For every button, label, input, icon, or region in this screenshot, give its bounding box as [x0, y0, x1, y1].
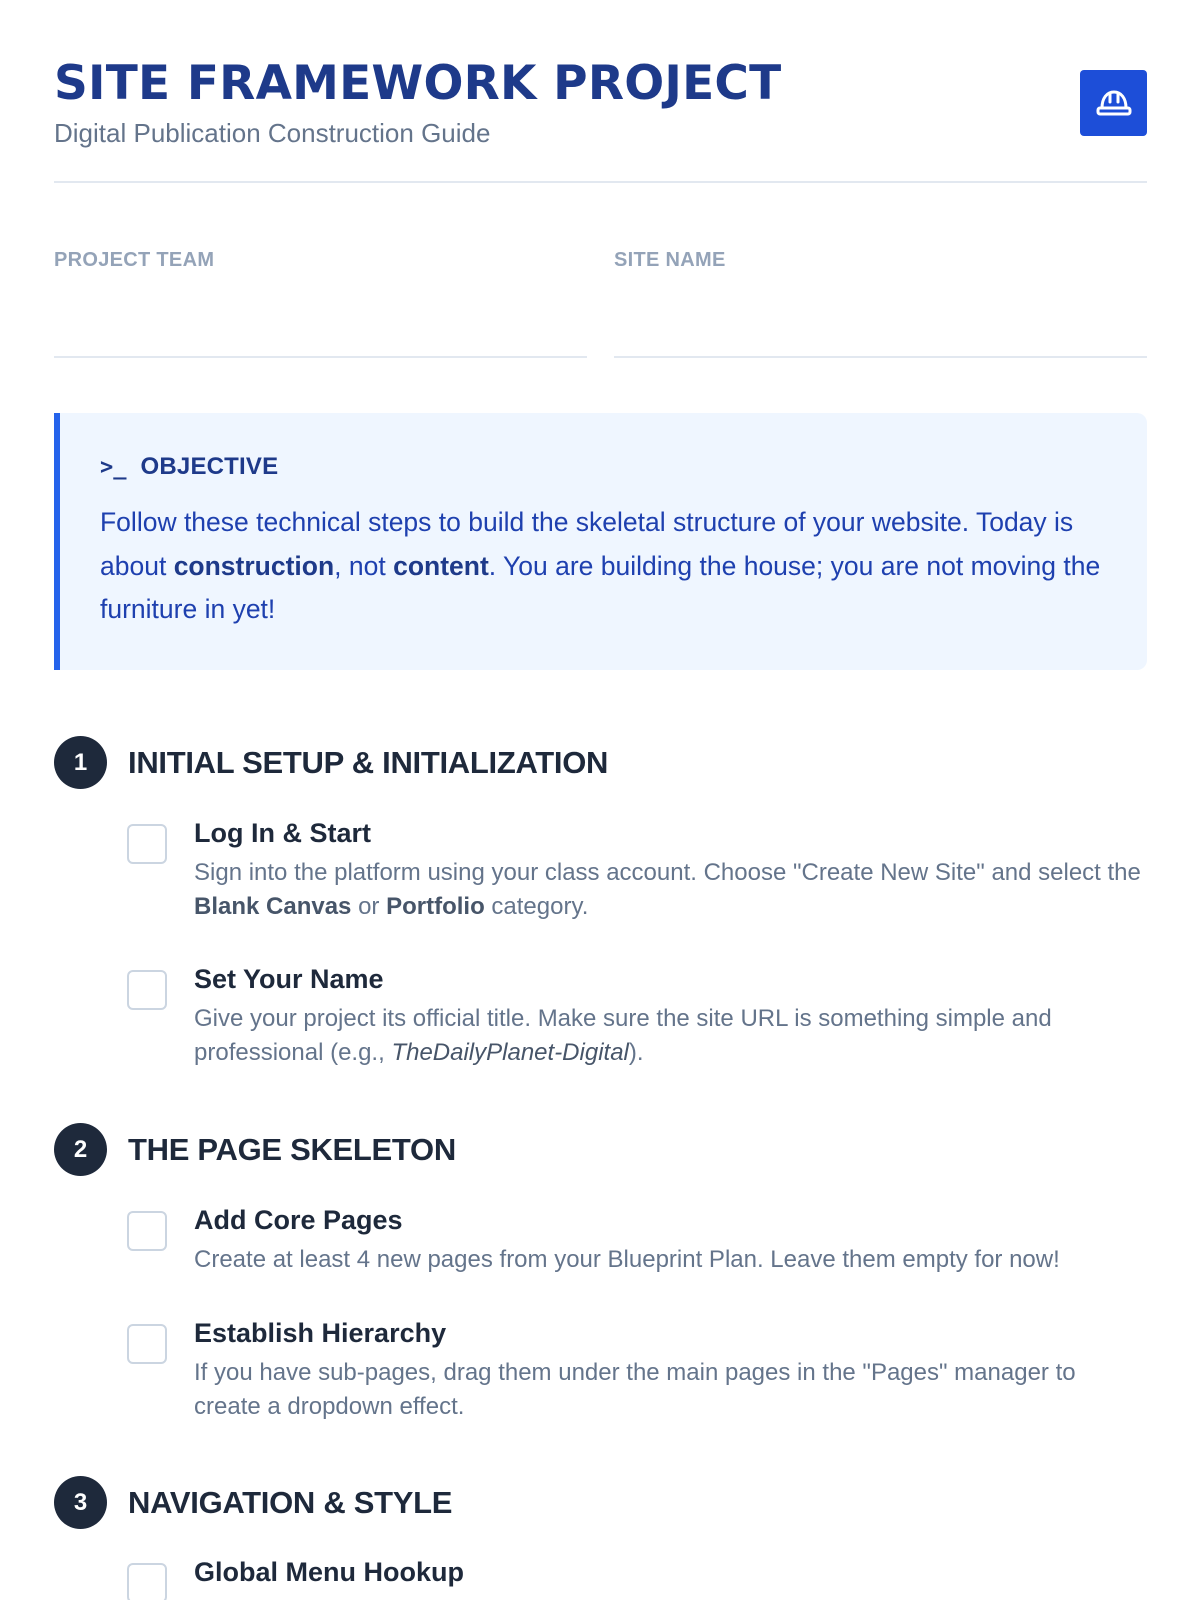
- worksheet-page: [54, 0, 1147, 1587]
- objective-heading: [100, 453, 278, 481]
- project-team-underline: [54, 356, 587, 358]
- desc-bold-blank-canvas: Blank Canvas: [194, 893, 352, 920]
- objective-today: Today is about: [100, 507, 1074, 581]
- section-3-heading: [54, 1476, 452, 1529]
- page-subtitle: Digital Publication Construction Guide: [54, 118, 491, 148]
- desc-bold-portfolio: Portfolio: [386, 893, 485, 920]
- task-description: [194, 856, 1144, 924]
- objective-not: , not: [334, 550, 394, 581]
- task-log-in-start: [127, 818, 1147, 928]
- task-checkbox[interactable]: [127, 1324, 167, 1364]
- task-checkbox[interactable]: [127, 970, 167, 1010]
- objective-bold-construction: construction: [173, 550, 335, 581]
- task-description: Create at least 4 new pages from your Blueprint Plan. Leave them empty for now!: [194, 1246, 1060, 1273]
- objective-callout: [54, 413, 1147, 670]
- desc-text: category.: [484, 893, 589, 920]
- project-team-field[interactable]: [54, 240, 587, 360]
- desc-text: Give your project its official title. Make sure the site URL is something simple and professional (e.g.,: [194, 1005, 1052, 1066]
- objective-text: [100, 501, 1120, 632]
- objective-bold-content: content: [393, 550, 489, 581]
- task-description: If you have sub-pages, drag them under the main pages in the "Pages" manager to create a dropdown effect.: [194, 1359, 1076, 1420]
- section-number-badge: 2: [54, 1123, 107, 1176]
- objective-rest: . You are building the house; you are not moving the furniture in yet!: [100, 550, 1101, 624]
- section-2-heading: [54, 1123, 456, 1176]
- section-number-badge: 3: [54, 1476, 107, 1529]
- objective-label: OBJECTIVE: [140, 453, 279, 480]
- project-team-label: PROJECT TEAM: [54, 249, 215, 271]
- task-set-your-name: [127, 964, 1147, 1074]
- desc-italic-example: TheDailyPlanet-Digital: [391, 1039, 629, 1066]
- objective-line-1: Follow these technical steps to build the skeletal structure of your website.: [100, 507, 970, 537]
- task-global-menu-hookup: [127, 1557, 1147, 1600]
- section-title: THE PAGE SKELETON: [128, 1131, 456, 1167]
- info-fields: [54, 240, 1147, 360]
- desc-text: or: [351, 893, 387, 920]
- task-description: [194, 1002, 1144, 1070]
- task-title: Establish Hierarchy: [194, 1318, 447, 1348]
- section-number-badge: 1: [54, 736, 107, 789]
- section-1-heading: [54, 736, 608, 789]
- task-title: Set Your Name: [194, 964, 384, 994]
- terminal-prompt-icon: >_: [100, 454, 127, 480]
- section-title: NAVIGATION & STYLE: [128, 1484, 453, 1520]
- site-name-label: SITE NAME: [614, 249, 726, 271]
- page-title: SITE FRAMEWORK PROJECT: [54, 56, 782, 111]
- site-name-underline: [614, 356, 1147, 358]
- site-name-field[interactable]: [614, 240, 1147, 360]
- hard-hat-button[interactable]: [1080, 70, 1147, 136]
- page-header: [54, 0, 1147, 183]
- desc-text: ).: [628, 1039, 644, 1066]
- desc-text: Sign into the platform using your class account. Choose "Create New Site" and select the: [194, 859, 1141, 886]
- task-title: Add Core Pages: [194, 1205, 403, 1235]
- task-title: Log In & Start: [194, 818, 371, 848]
- section-title: INITIAL SETUP & INITIALIZATION: [128, 744, 609, 780]
- task-checkbox[interactable]: [127, 824, 167, 864]
- hard-hat-icon: [1096, 88, 1132, 118]
- task-add-core-pages: [127, 1205, 1147, 1285]
- task-establish-hierarchy: [127, 1318, 1147, 1428]
- task-checkbox[interactable]: [127, 1563, 167, 1600]
- task-checkbox[interactable]: [127, 1211, 167, 1251]
- task-title: Global Menu Hookup: [194, 1557, 464, 1587]
